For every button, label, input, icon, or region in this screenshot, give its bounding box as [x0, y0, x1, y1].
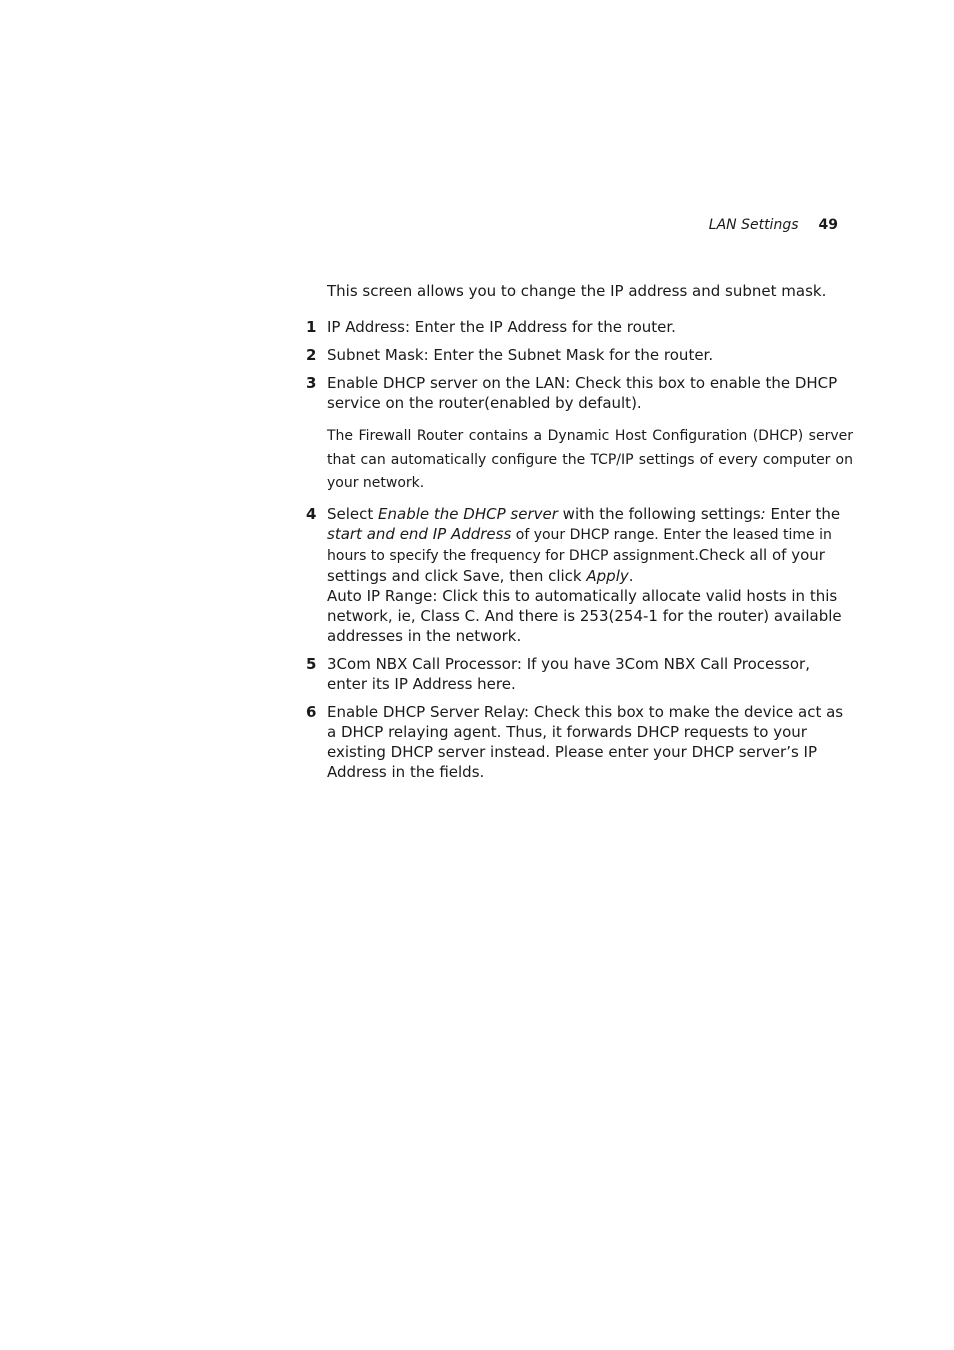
emphasis-colon: : [760, 504, 766, 523]
emphasis-apply: Apply [586, 566, 629, 585]
step-number: 3 [306, 374, 317, 392]
step-6 [306, 702, 853, 782]
step-4 [306, 504, 853, 646]
emphasis-ip-range: start and end IP Address [327, 524, 512, 543]
step-text: IP Address: Enter the IP Address for the router. [327, 318, 676, 336]
running-header [600, 216, 838, 234]
page-number: 49 [818, 217, 838, 233]
text-run: of your DHCP range. Enter the leased time in hours to specify the frequency for DHCP assignment. [327, 526, 832, 564]
step-number: 5 [306, 654, 317, 673]
step-number: 1 [306, 318, 317, 336]
step-text [327, 504, 853, 586]
text-run: . [628, 566, 634, 585]
text-run: Check all of your settings and click Save, then click [327, 545, 825, 585]
page-content [306, 281, 853, 790]
intro-paragraph: This screen allows you to change the IP address and subnet mask. [327, 282, 827, 300]
text-run: with the following settings [557, 504, 761, 523]
section-title: LAN Settings [708, 217, 799, 233]
step-text: Enable DHCP Server Relay: Check this box to make the device act as a DHCP relaying agent. Thus, it forwards DHCP requests to your existing DHCP server instead. Please enter your DHCP server’s IP Address in the fields. [327, 702, 844, 781]
step-text: Subnet Mask: Enter the Subnet Mask for the router. [327, 346, 714, 364]
step-5 [306, 654, 853, 694]
step-text: Enable DHCP server on the LAN: Check this box to enable the DHCP service on the router(enabled by default). [327, 374, 838, 412]
step-number: 2 [306, 346, 317, 364]
dhcp-note: The Firewall Router contains a Dynamic Host Configuration (DHCP) server that can automatically configure the TCP/IP settings of every computer on your network. [327, 428, 853, 491]
step-text: 3Com NBX Call Processor: If you have 3Com NBX Call Processor, enter its IP Address here. [327, 654, 810, 693]
step-number: 6 [306, 702, 317, 721]
auto-ip-range-paragraph: Auto IP Range: Click this to automatically allocate valid hosts in this network, ie, Class C. And there is 253(254-1 for the router) available addresses in the network. [327, 586, 842, 645]
step-2 [306, 345, 853, 365]
step-3 [306, 373, 853, 413]
text-run: Enter the [765, 504, 841, 523]
step-1 [306, 317, 853, 337]
emphasis-enable-dhcp: Enable the DHCP server [378, 504, 558, 523]
text-run: Select [327, 504, 379, 523]
step-number: 4 [306, 504, 317, 523]
